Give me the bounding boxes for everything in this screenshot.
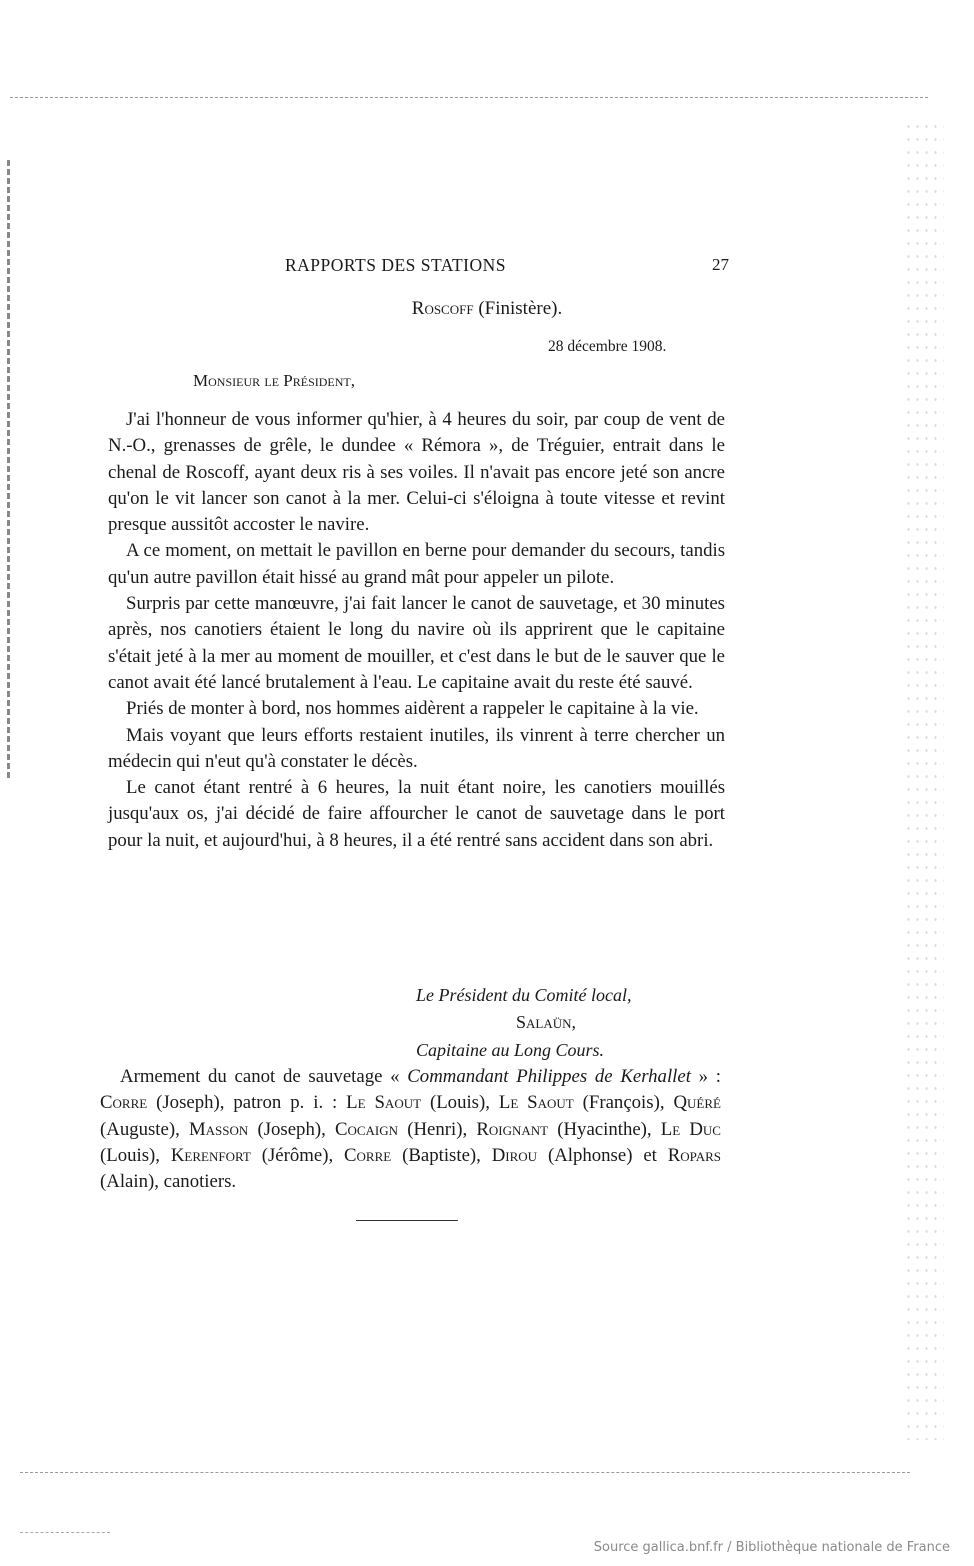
crew-surname: Corre	[100, 1092, 148, 1114]
crew-surname: Quéré	[673, 1092, 721, 1114]
station-region: (Finistère).	[478, 298, 563, 319]
crew-first: (Baptiste),	[402, 1144, 492, 1166]
signature-rank: Capitaine au Long Cours.	[416, 1040, 605, 1060]
crew-intro: Armement du canot de sauvetage «	[120, 1066, 408, 1087]
top-scan-rule	[10, 97, 928, 98]
crew-first: (Joseph), patron p. i. :	[156, 1092, 347, 1114]
crew-surname: Dirou	[491, 1144, 538, 1166]
paragraph: Mais voyant que leurs efforts restaient inutiles, ils vinrent à terre chercher un médecin qui n'eut qu'à constater le décès.	[108, 724, 725, 772]
signature-name: Salaün,	[516, 1012, 577, 1032]
bottom-scan-rule	[20, 1472, 910, 1473]
crew-first: (Henri),	[407, 1118, 477, 1140]
crew-first: (Auguste),	[100, 1118, 189, 1140]
crew-surname: Kerenfort	[170, 1144, 251, 1166]
end-rule	[356, 1220, 458, 1221]
page-number: 27	[712, 255, 729, 274]
crew-first: (Alain), canotiers.	[100, 1171, 237, 1193]
crew-surname: Masson	[188, 1118, 249, 1140]
station-name: Roscoff	[411, 298, 474, 319]
crew-surname: Le Duc	[660, 1118, 721, 1140]
crew-surname: Le Saout	[346, 1092, 422, 1114]
boat-name: Commandant Philippes de Kerhallet	[407, 1066, 691, 1087]
paragraph: Priés de monter à bord, nos hommes aidèrent a rappeler le capitaine à la vie.	[126, 698, 699, 720]
letter-date: 28 décembre 1908.	[548, 338, 667, 355]
crew-first: (Alphonse) et	[547, 1144, 668, 1166]
crew-first: (Joseph),	[257, 1118, 335, 1140]
crew-paragraph	[100, 1064, 721, 1195]
paragraph: Surpris par cette manœuvre, j'ai fait lancer le canot de sauvetage, et 30 minutes après, nos canotiers étaient le long du navire où ils apprirent que le capitaine s'était jeté à la mer au moment de mouiller, et c'est dans le but de le sauver que le canot avait été lancé brutalement à l'eau. Le capitaine avait du reste été sauvé.	[108, 593, 725, 693]
source-attribution: Source gallica.bnf.fr / Bibliothèque nationale de France	[593, 1540, 950, 1555]
crew-first: (Louis),	[100, 1144, 171, 1166]
crew-list	[100, 1064, 721, 1195]
crew-first: (Hyacinthe),	[557, 1118, 661, 1140]
crew-surname: Cocaign	[334, 1118, 399, 1140]
letter-body	[108, 407, 725, 854]
paragraph: J'ai l'honneur de vous informer qu'hier, à 4 heures du soir, par coup de vent de N.-O., grenasses de grêle, le dundee « Rémora », de Tréguier, entrait dans le chenal de Roscoff, ayant deux ris à ses voiles. Il n'avait pas encore jeté son ancre qu'on le vit lancer son canot à la mer. Celui-ci s'éloigna à toute vitesse et revint presque aussitôt accoster le navire.	[108, 409, 725, 536]
crew-surname: Corre	[344, 1144, 392, 1166]
page-header	[0, 255, 974, 279]
binding-edge	[7, 160, 10, 780]
salutation: Monsieur le Président,	[193, 371, 355, 390]
crew-surname: Roignant	[476, 1118, 549, 1140]
crew-first: (Louis),	[429, 1092, 499, 1114]
crew-after-boat: » :	[690, 1066, 722, 1087]
crew-surname: Le Saout	[498, 1092, 574, 1114]
crew-surname: Ropars	[667, 1144, 721, 1166]
running-head: RAPPORTS DES STATIONS	[285, 255, 507, 275]
bottom-scan-rule-short	[20, 1532, 110, 1533]
station-title	[0, 298, 974, 320]
paragraph: Le canot étant rentré à 6 heures, la nuit étant noire, les canotiers mouillés jusqu'aux os, j'ai décidé de faire affourcher le canot de sauvetage dans le port pour la nuit, et aujourd'hui, à 8 heures, il a été rentré sans accident dans son abri.	[108, 777, 725, 851]
crew-first: (François),	[582, 1092, 674, 1114]
signature-title: Le Président du Comité local,	[416, 985, 632, 1005]
paragraph: A ce moment, on mettait le pavillon en berne pour demander du secours, tandis qu'un autre pavillon était hissé au grand mât pour appeler un pilote.	[108, 540, 725, 588]
crew-first: (Jérôme),	[261, 1144, 345, 1166]
